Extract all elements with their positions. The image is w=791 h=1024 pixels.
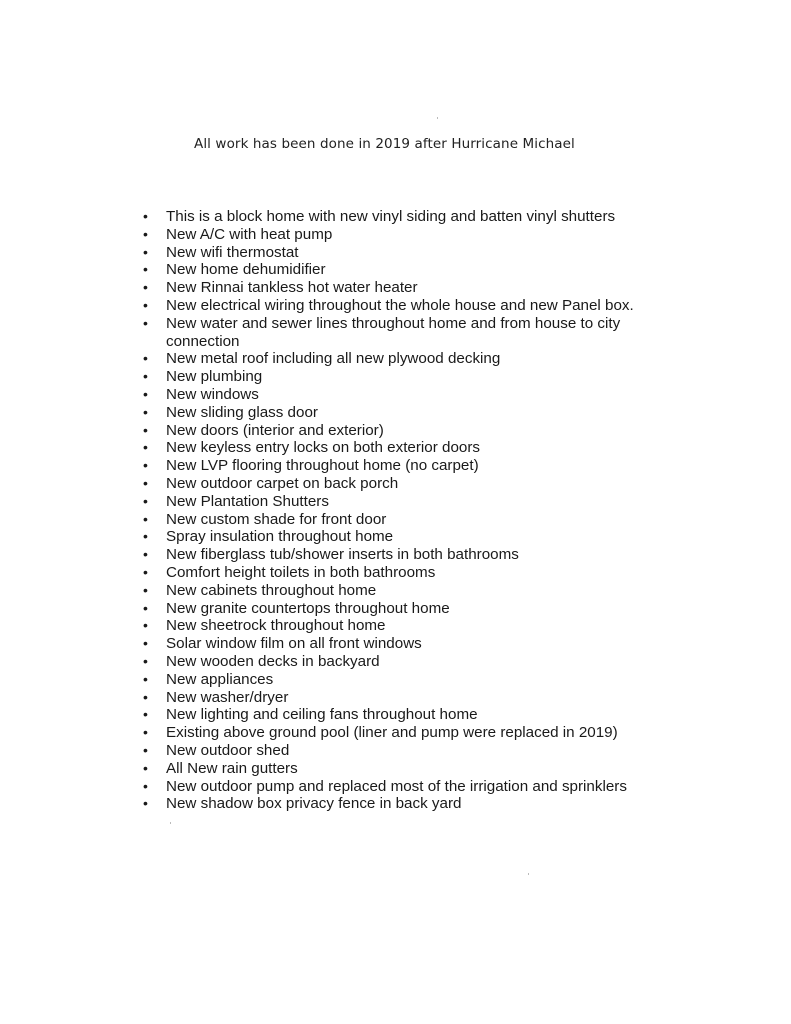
- bullet-glyph: •: [143, 243, 148, 260]
- list-item: [0, 689, 791, 707]
- list-item-text: Spray insulation throughout home: [166, 528, 394, 546]
- list-item-text: New Plantation Shutters: [166, 492, 329, 510]
- bullet-glyph: •: [143, 563, 148, 580]
- list-item: [0, 226, 791, 244]
- list-item-text: New shadow box privacy fence in back yard: [166, 795, 462, 813]
- list-item-text: New sheetrock throughout home: [166, 617, 386, 635]
- list-item: [0, 671, 791, 689]
- list-item: [0, 795, 791, 813]
- list-item-text: New wooden decks in backyard: [166, 652, 380, 670]
- list-item: [0, 439, 791, 457]
- bullet-glyph: •: [143, 546, 148, 563]
- bullet-glyph: •: [143, 492, 148, 509]
- scan-speck: [528, 873, 529, 875]
- list-item: [0, 742, 791, 760]
- bullet-glyph: •: [143, 652, 148, 669]
- list-item: [0, 457, 791, 475]
- list-item-text: New custom shade for front door: [166, 510, 387, 528]
- list-item: [0, 279, 791, 297]
- bullet-glyph: •: [143, 403, 148, 420]
- list-item: [0, 208, 791, 226]
- list-item: [0, 617, 791, 635]
- list-item-text: New wifi thermostat: [166, 243, 299, 261]
- list-item: [0, 368, 791, 386]
- list-item: [0, 528, 791, 546]
- list-item: [0, 582, 791, 600]
- bullet-glyph: •: [143, 759, 148, 776]
- list-item-text: New home dehumidifier: [166, 261, 326, 279]
- list-item: [0, 653, 791, 671]
- list-item: [0, 422, 791, 440]
- list-item-text: New washer/dryer: [166, 688, 289, 706]
- bullet-glyph: •: [143, 474, 148, 491]
- list-item-text: Existing above ground pool (liner and pump were replaced in 2019): [166, 724, 618, 742]
- bullet-glyph: •: [143, 350, 148, 367]
- list-item: [0, 244, 791, 262]
- list-item-text: New doors (interior and exterior): [166, 421, 384, 439]
- list-item: [0, 493, 791, 511]
- list-item-text: New outdoor shed: [166, 741, 290, 759]
- list-item: [0, 511, 791, 529]
- bullet-glyph: •: [143, 777, 148, 794]
- bullet-glyph: •: [143, 635, 148, 652]
- list-item: [0, 404, 791, 422]
- bullet-glyph: •: [143, 670, 148, 687]
- bullet-glyph: •: [143, 741, 148, 758]
- list-item: [0, 350, 791, 368]
- list-item: [0, 724, 791, 742]
- list-item: [0, 297, 791, 315]
- bullet-glyph: •: [143, 421, 148, 438]
- list-item-text: Solar window film on all front windows: [166, 635, 422, 653]
- list-item-text: New A/C with heat pump: [166, 225, 333, 243]
- scan-speck: [170, 822, 171, 824]
- bullet-glyph: •: [143, 225, 148, 242]
- list-item-text: New metal roof including all new plywood decking: [166, 350, 501, 368]
- list-item-text: New keyless entry locks on both exterior doors: [166, 439, 481, 457]
- list-item-text: New water and sewer lines throughout home and from house to city connection: [166, 314, 621, 350]
- bullet-glyph: •: [143, 688, 148, 705]
- list-item-text: New lighting and ceiling fans throughout home: [166, 706, 478, 724]
- list-item-text: All New rain gutters: [166, 759, 298, 777]
- bullet-glyph: •: [143, 296, 148, 313]
- bullet-glyph: •: [143, 724, 148, 741]
- list-item: [0, 635, 791, 653]
- bullet-glyph: •: [143, 439, 148, 456]
- bullet-glyph: •: [143, 208, 148, 224]
- list-item-text: This is a block home with new vinyl siding and batten vinyl shutters: [166, 208, 616, 225]
- bullet-glyph: •: [143, 385, 148, 402]
- list-item: [0, 386, 791, 404]
- list-item: [0, 546, 791, 564]
- list-item-text: New sliding glass door: [166, 403, 318, 421]
- list-item-text: New outdoor carpet on back porch: [166, 474, 399, 492]
- list-item-text: New granite countertops throughout home: [166, 599, 450, 617]
- list-item-text: New windows: [166, 385, 259, 403]
- list-item-text: New outdoor pump and replaced most of the irrigation and sprinklers: [166, 777, 627, 795]
- bullet-glyph: •: [143, 261, 148, 278]
- bullet-glyph: •: [143, 706, 148, 723]
- scan-speck: [437, 117, 438, 119]
- list-item: [0, 760, 791, 778]
- list-item: [0, 475, 791, 493]
- bullet-glyph: •: [143, 314, 148, 331]
- bullet-glyph: •: [143, 617, 148, 634]
- list-item-text: New appliances: [166, 670, 274, 688]
- bullet-glyph: •: [143, 528, 148, 545]
- list-item: [0, 315, 791, 351]
- list-item: [0, 778, 791, 796]
- list-item-text: Comfort height toilets in both bathrooms: [166, 563, 436, 581]
- bullet-glyph: •: [143, 510, 148, 527]
- list-item: [0, 600, 791, 618]
- list-item-text: New cabinets throughout home: [166, 581, 377, 599]
- list-item-text: New plumbing: [166, 368, 263, 386]
- list-item-text: New Rinnai tankless hot water heater: [166, 279, 418, 297]
- list-item-text: New fiberglass tub/shower inserts in both bathrooms: [166, 546, 519, 564]
- bullet-glyph: •: [143, 581, 148, 598]
- improvements-list: [0, 208, 791, 813]
- list-item-text: New LVP flooring throughout home (no carpet): [166, 457, 479, 475]
- bullet-glyph: •: [143, 279, 148, 296]
- list-item: [0, 261, 791, 279]
- list-item: [0, 706, 791, 724]
- document-heading: All work has been done in 2019 after Hurricane Michael: [194, 136, 575, 152]
- bullet-glyph: •: [143, 457, 148, 474]
- bullet-glyph: •: [143, 368, 148, 385]
- bullet-glyph: •: [143, 599, 148, 616]
- list-item-text: New electrical wiring throughout the whole house and new Panel box.: [166, 296, 634, 314]
- list-item: [0, 564, 791, 582]
- bullet-glyph: •: [143, 795, 148, 812]
